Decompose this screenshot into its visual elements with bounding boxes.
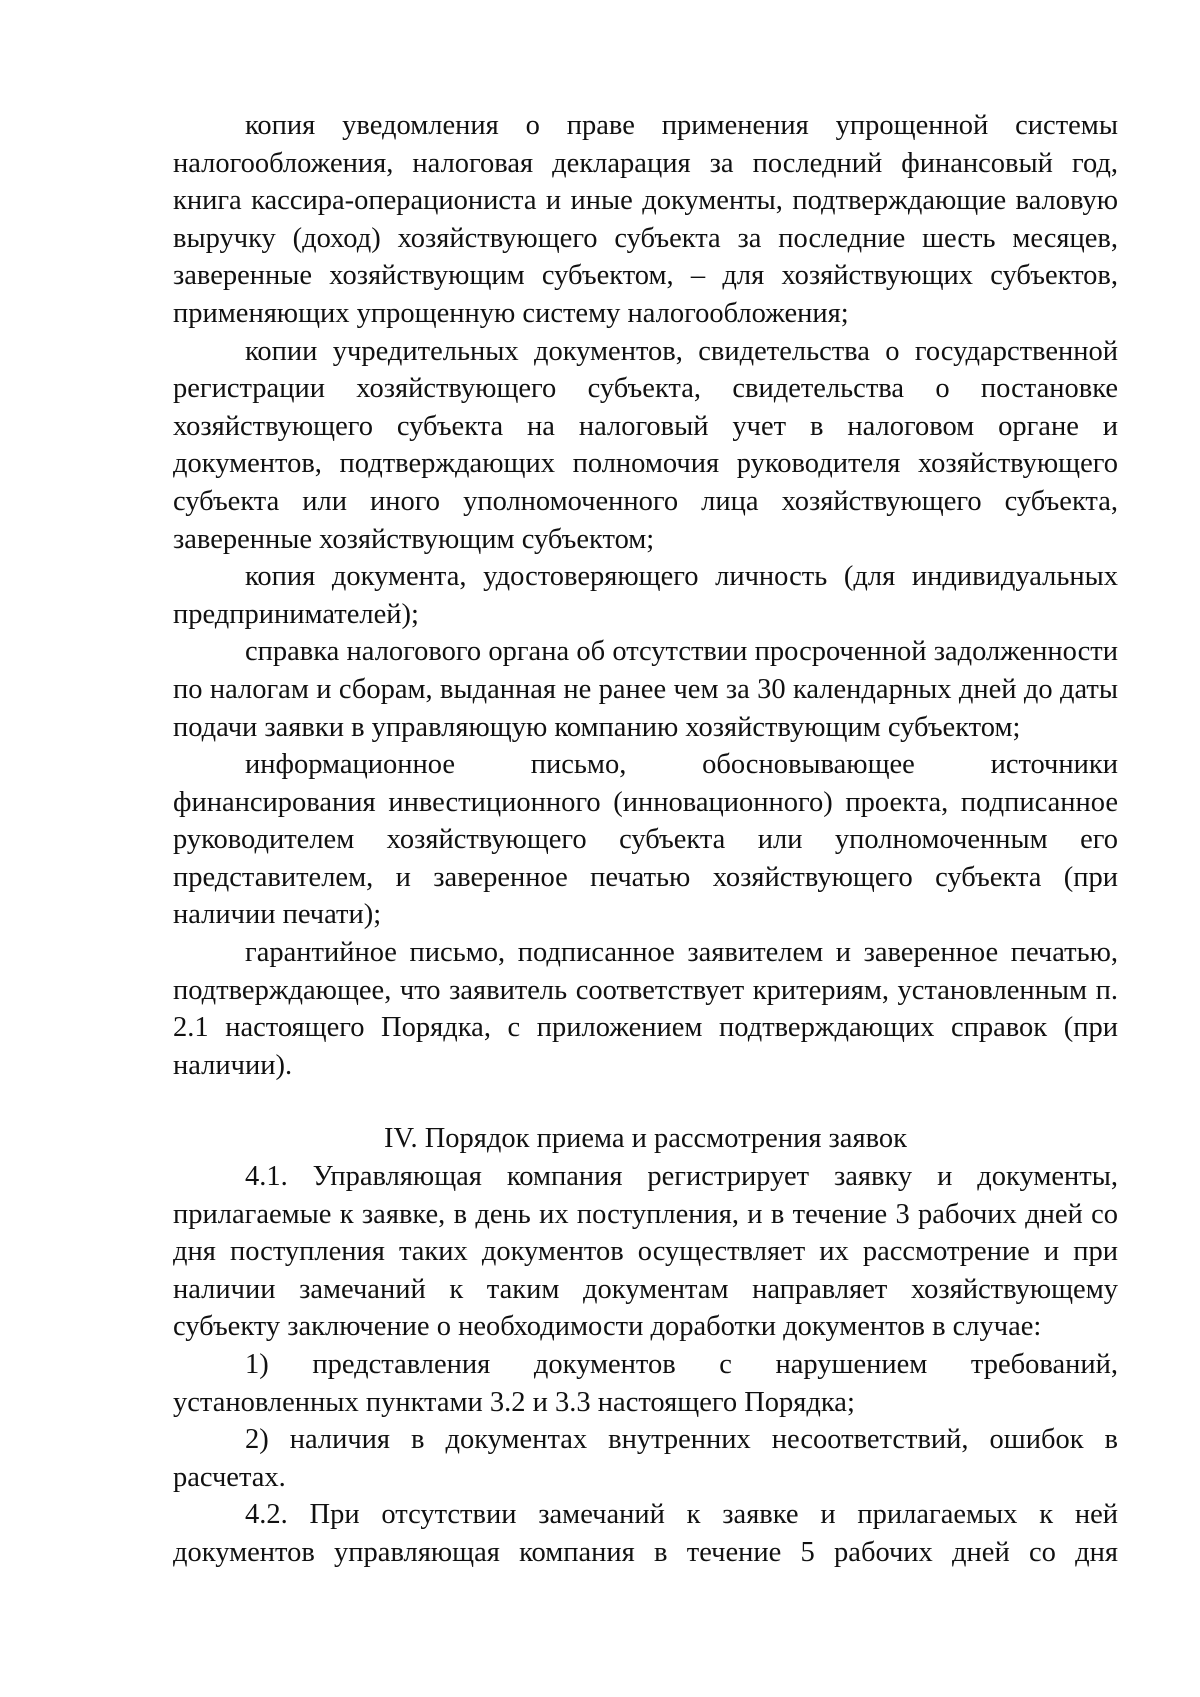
paragraph-usn-copy: копия уведомления о праве применения упрощенной системы налогообложения, налоговая декларация за последний финансовый год, книга кассира-операциониста и иные документы, подтверждающие валовую выручку (доход) хозяйствующего субъекта за последние шесть месяцев, заверенные хозяйствующим субъектом, – для хозяйствующих субъектов, применяющих упрощенную систему налогообложения; — [173, 110, 1118, 329]
paragraph-item-1: 1) представления документов с нарушением требований, установленных пунктами 3.2 и 3.3 настоящего Порядка; — [173, 1349, 1118, 1418]
paragraph-founding-docs: копии учредительных документов, свидетельства о государственной регистрации хозяйствующего субъекта, свидетельства о постановке хозяйствующего субъекта на налоговый учет в налоговом органе и документов, подтверждающих полномочия руководителя хозяйствующего субъекта или иного уполномоченного лица хозяйствующего субъекта, заверенные хозяйствующим субъектом; — [173, 335, 1118, 555]
paragraph-tax-certificate: справка налогового органа об отсутствии просроченной задолженности по налогам и сборам, выданная не ранее чем за 30 календарных дней до даты подачи заявки в управляющую компанию хозяйствующим субъектом; — [173, 636, 1118, 743]
section-heading: IV. Порядок приема и рассмотрения заявок — [384, 1123, 907, 1155]
paragraph-4-1: 4.1. Управляющая компания регистрирует заявку и документы, прилагаемые к заявке, в день их поступления, и в течение 3 рабочих дней со дня поступления таких документов осуществляет их рассмотрение и при наличии замечаний к таким документам направляет хозяйствующему субъекту заключение о необходимости доработки документов в случае: — [173, 1161, 1118, 1343]
document-body — [173, 107, 1118, 1572]
paragraph-identity-doc: копия документа, удостоверяющего личность (для индивидуальных предпринимателей); — [173, 561, 1118, 630]
paragraph-item-2: 2) наличия в документах внутренних несоответствий, ошибок в расчетах. — [173, 1424, 1118, 1493]
paragraph-guarantee-letter: гарантийное письмо, подписанное заявителем и заверенное печатью, подтверждающее, что заявитель соответствует критериям, установленным п. 2.1 настоящего Порядка, с приложением подтверждающих справок (при наличии). — [173, 937, 1118, 1081]
paragraph-info-letter: информационное письмо, обосновывающее источники финансирования инвестиционного (инновационного) проекта, подписанное руководителем хозяйствующего субъекта или уполномоченным его представителем, и заверенное печатью хозяйствующего субъекта (при наличии печати); — [173, 749, 1118, 931]
paragraph-4-2: 4.2. При отсутствии замечаний к заявке и прилагаемых к ней документов управляющая компания в течение 5 рабочих дней со дня — [173, 1499, 1118, 1568]
